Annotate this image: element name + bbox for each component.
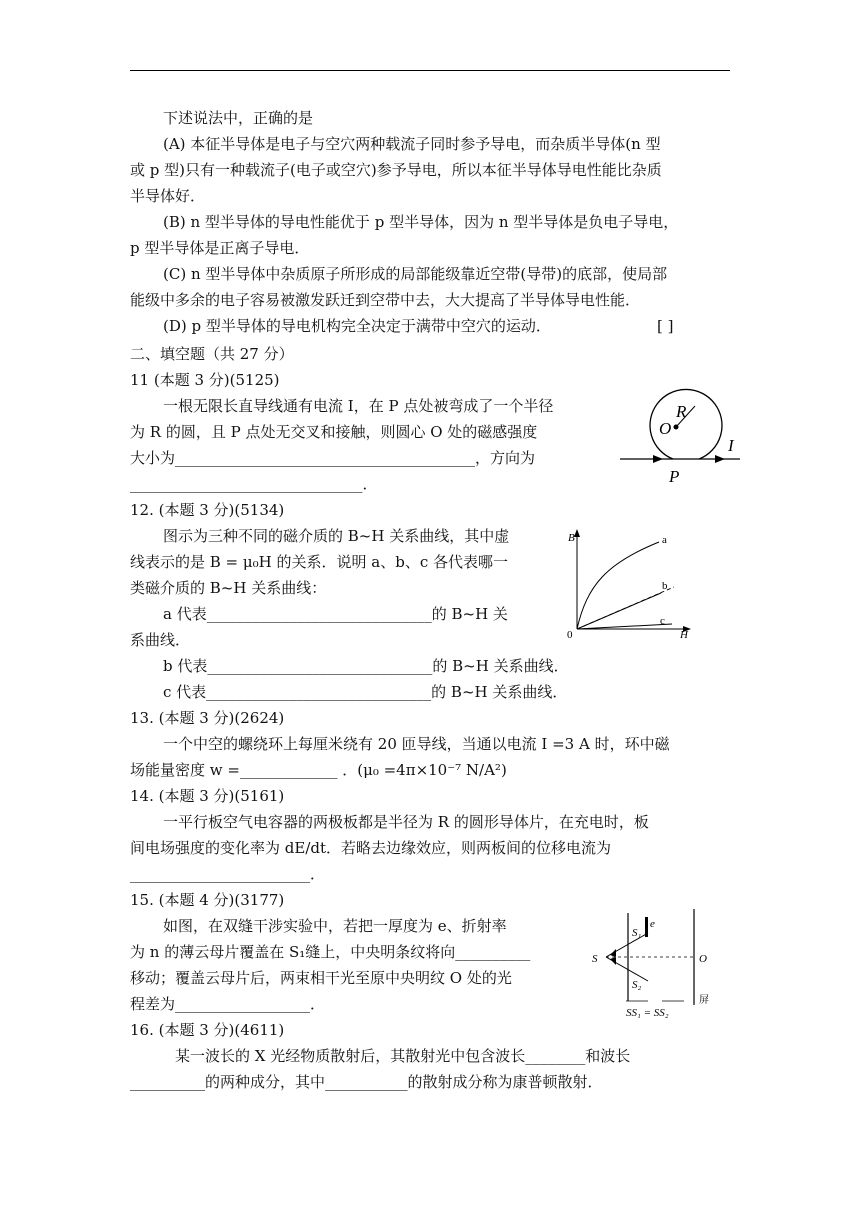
q10-option-a-line1: (A) 本征半导体是电子与空穴两种载流子同时参予导电，而杂质半导体(n 型: [163, 135, 661, 153]
q10-option-c-line2: 能级中多余的电子容易被激发跃迁到空带中去，大大提高了半导体导电性能．: [130, 291, 641, 309]
q11-line1: 一根无限长直导线通有电流 I，在 P 点处被弯成了一个半径: [163, 397, 554, 415]
q12-line1: 图示为三种不同的磁介质的 B~H 关系曲线，其中虚: [163, 527, 510, 545]
q11-arrow-right: [715, 455, 725, 463]
q10-option-c-line1: (C) n 型半导体中杂质原子所形成的局部能级靠近空带(导带)的底部，使局部: [163, 265, 668, 283]
q12-line6: b 代表______________________________的 B~H 关系曲线．: [163, 657, 569, 675]
q11-label-R: R: [676, 402, 687, 421]
q10-stem: 下述说法中，正确的是: [163, 109, 314, 127]
q15-line1: 如图，在双缝干涉实验中，若把一厚度为 e、折射率: [163, 917, 507, 935]
header-rule: [130, 70, 730, 71]
q12-header: 12. (本题 3 分)(5134): [130, 501, 285, 519]
q12-line2: 线表示的是 B = μ₀H 的关系．说明 a、b、c 各代表哪一: [130, 553, 508, 571]
q12-label-c: c: [660, 615, 665, 627]
q11-arrow-left: [653, 455, 663, 463]
q16-header: 16. (本题 3 分)(4611): [130, 1021, 285, 1039]
q16-line2: __________的两种成分，其中___________的散射成分称为康普顿散射．: [130, 1073, 603, 1091]
q11-label-P: P: [669, 467, 680, 486]
q14-header: 14. (本题 3 分)(5161): [130, 787, 285, 805]
q10-option-a-line3: 半导体好．: [130, 187, 206, 205]
q15-header: 15. (本题 4 分)(3177): [130, 891, 285, 909]
q11-line2: 为 R 的圆，且 P 点处无交叉和接触，则圆心 O 处的磁感强度: [130, 423, 538, 441]
q15-label-S1: S₁: [632, 927, 642, 939]
q11-line4: _______________________________．: [130, 475, 378, 493]
q12-label-a: a: [662, 534, 667, 546]
q15-line2: 为 n 的薄云母片覆盖在 S₁缝上，中央明条纹将向__________: [130, 943, 531, 961]
q15-line3: 移动；覆盖云母片后，两束相干光至原中央明纹 O 处的光: [130, 969, 512, 987]
q12-curve-a: [577, 542, 659, 629]
q15-label-O: O: [699, 953, 707, 965]
q15-label-e: e: [650, 918, 655, 930]
q15-mica-sheet: [645, 917, 648, 937]
q12-label-B: B: [568, 532, 575, 544]
q11-label-I: I: [728, 436, 734, 455]
q15-double-slit-figure: [588, 905, 728, 1023]
q13-line1: 一个中空的螺绕环上每厘米绕有 20 匝导线，当通以电流 I =3 A 时，环中磁: [163, 735, 670, 753]
q12-label-H: H: [680, 629, 688, 641]
q12-line5: 系曲线．: [130, 631, 191, 649]
q11-wire-figure: [615, 385, 745, 490]
q14-line1: 一平行板空气电容器的两极板都是半径为 R 的圆形导体片，在充电时，板: [163, 813, 649, 831]
q11-label-O: O: [659, 419, 672, 438]
q10-option-b-line1: (B) n 型半导体的导电性能优于 p 型半导体，因为 n 型半导体是负电子导电，: [163, 213, 679, 231]
q13-line2: 场能量密度 w =_____________ ．(μ₀ =4π×10⁻⁷ N/A²): [130, 761, 507, 779]
q11-header: 11 (本题 3 分)(5125): [130, 371, 280, 389]
q15-label-S2: S₂: [632, 979, 642, 991]
q12-label-origin: 0: [567, 629, 573, 641]
q15-label-screen: 屏: [699, 995, 709, 1006]
q10-option-a-line2: 或 p 型)只有一种载流子(电子或空穴)参予导电，所以本征半导体导电性能比杂质: [130, 161, 662, 179]
q10-option-b-line2: p 型半导体是正离子导电．: [130, 239, 310, 257]
q10-answer-bracket: [ ]: [657, 317, 674, 335]
q12-line4: a 代表______________________________的 B~H 关: [163, 605, 508, 623]
q15-arrow-down: [610, 957, 616, 965]
q14-line2: 间电场强度的变化率为 dE/dt．若略去边缘效应，则两板间的位移电流为: [130, 839, 612, 857]
q12-curve-c: [577, 624, 672, 629]
q12-b-axis-arrow: [574, 529, 580, 537]
q13-header: 13. (本题 3 分)(2624): [130, 709, 285, 727]
q12-line7: c 代表______________________________的 B~H 关系曲线．: [163, 683, 568, 701]
q11-line3: 大小为________________________________________，方向为: [130, 449, 536, 467]
q12-bh-figure: [562, 525, 702, 643]
q16-line1: 某一波长的 X 光经物质散射后，其散射光中包含波长________和波长: [175, 1047, 631, 1065]
q12-label-b: b: [662, 580, 668, 592]
q15-equal-paths: SS₁ = SS₂: [626, 1007, 669, 1019]
q12-line3: 类磁介质的 B~H 关系曲线：: [130, 579, 327, 597]
q15-label-S: S: [592, 953, 598, 965]
q15-line4: 程差为__________________．: [130, 995, 326, 1013]
section-title: 二、填空题（共 27 分）: [130, 345, 294, 363]
q10-option-d-line1: (D) p 型半导体的导电机构完全决定于满带中空穴的运动．: [163, 317, 551, 335]
q15-arrow-up: [610, 949, 616, 957]
q14-line3: ________________________．: [130, 865, 326, 883]
